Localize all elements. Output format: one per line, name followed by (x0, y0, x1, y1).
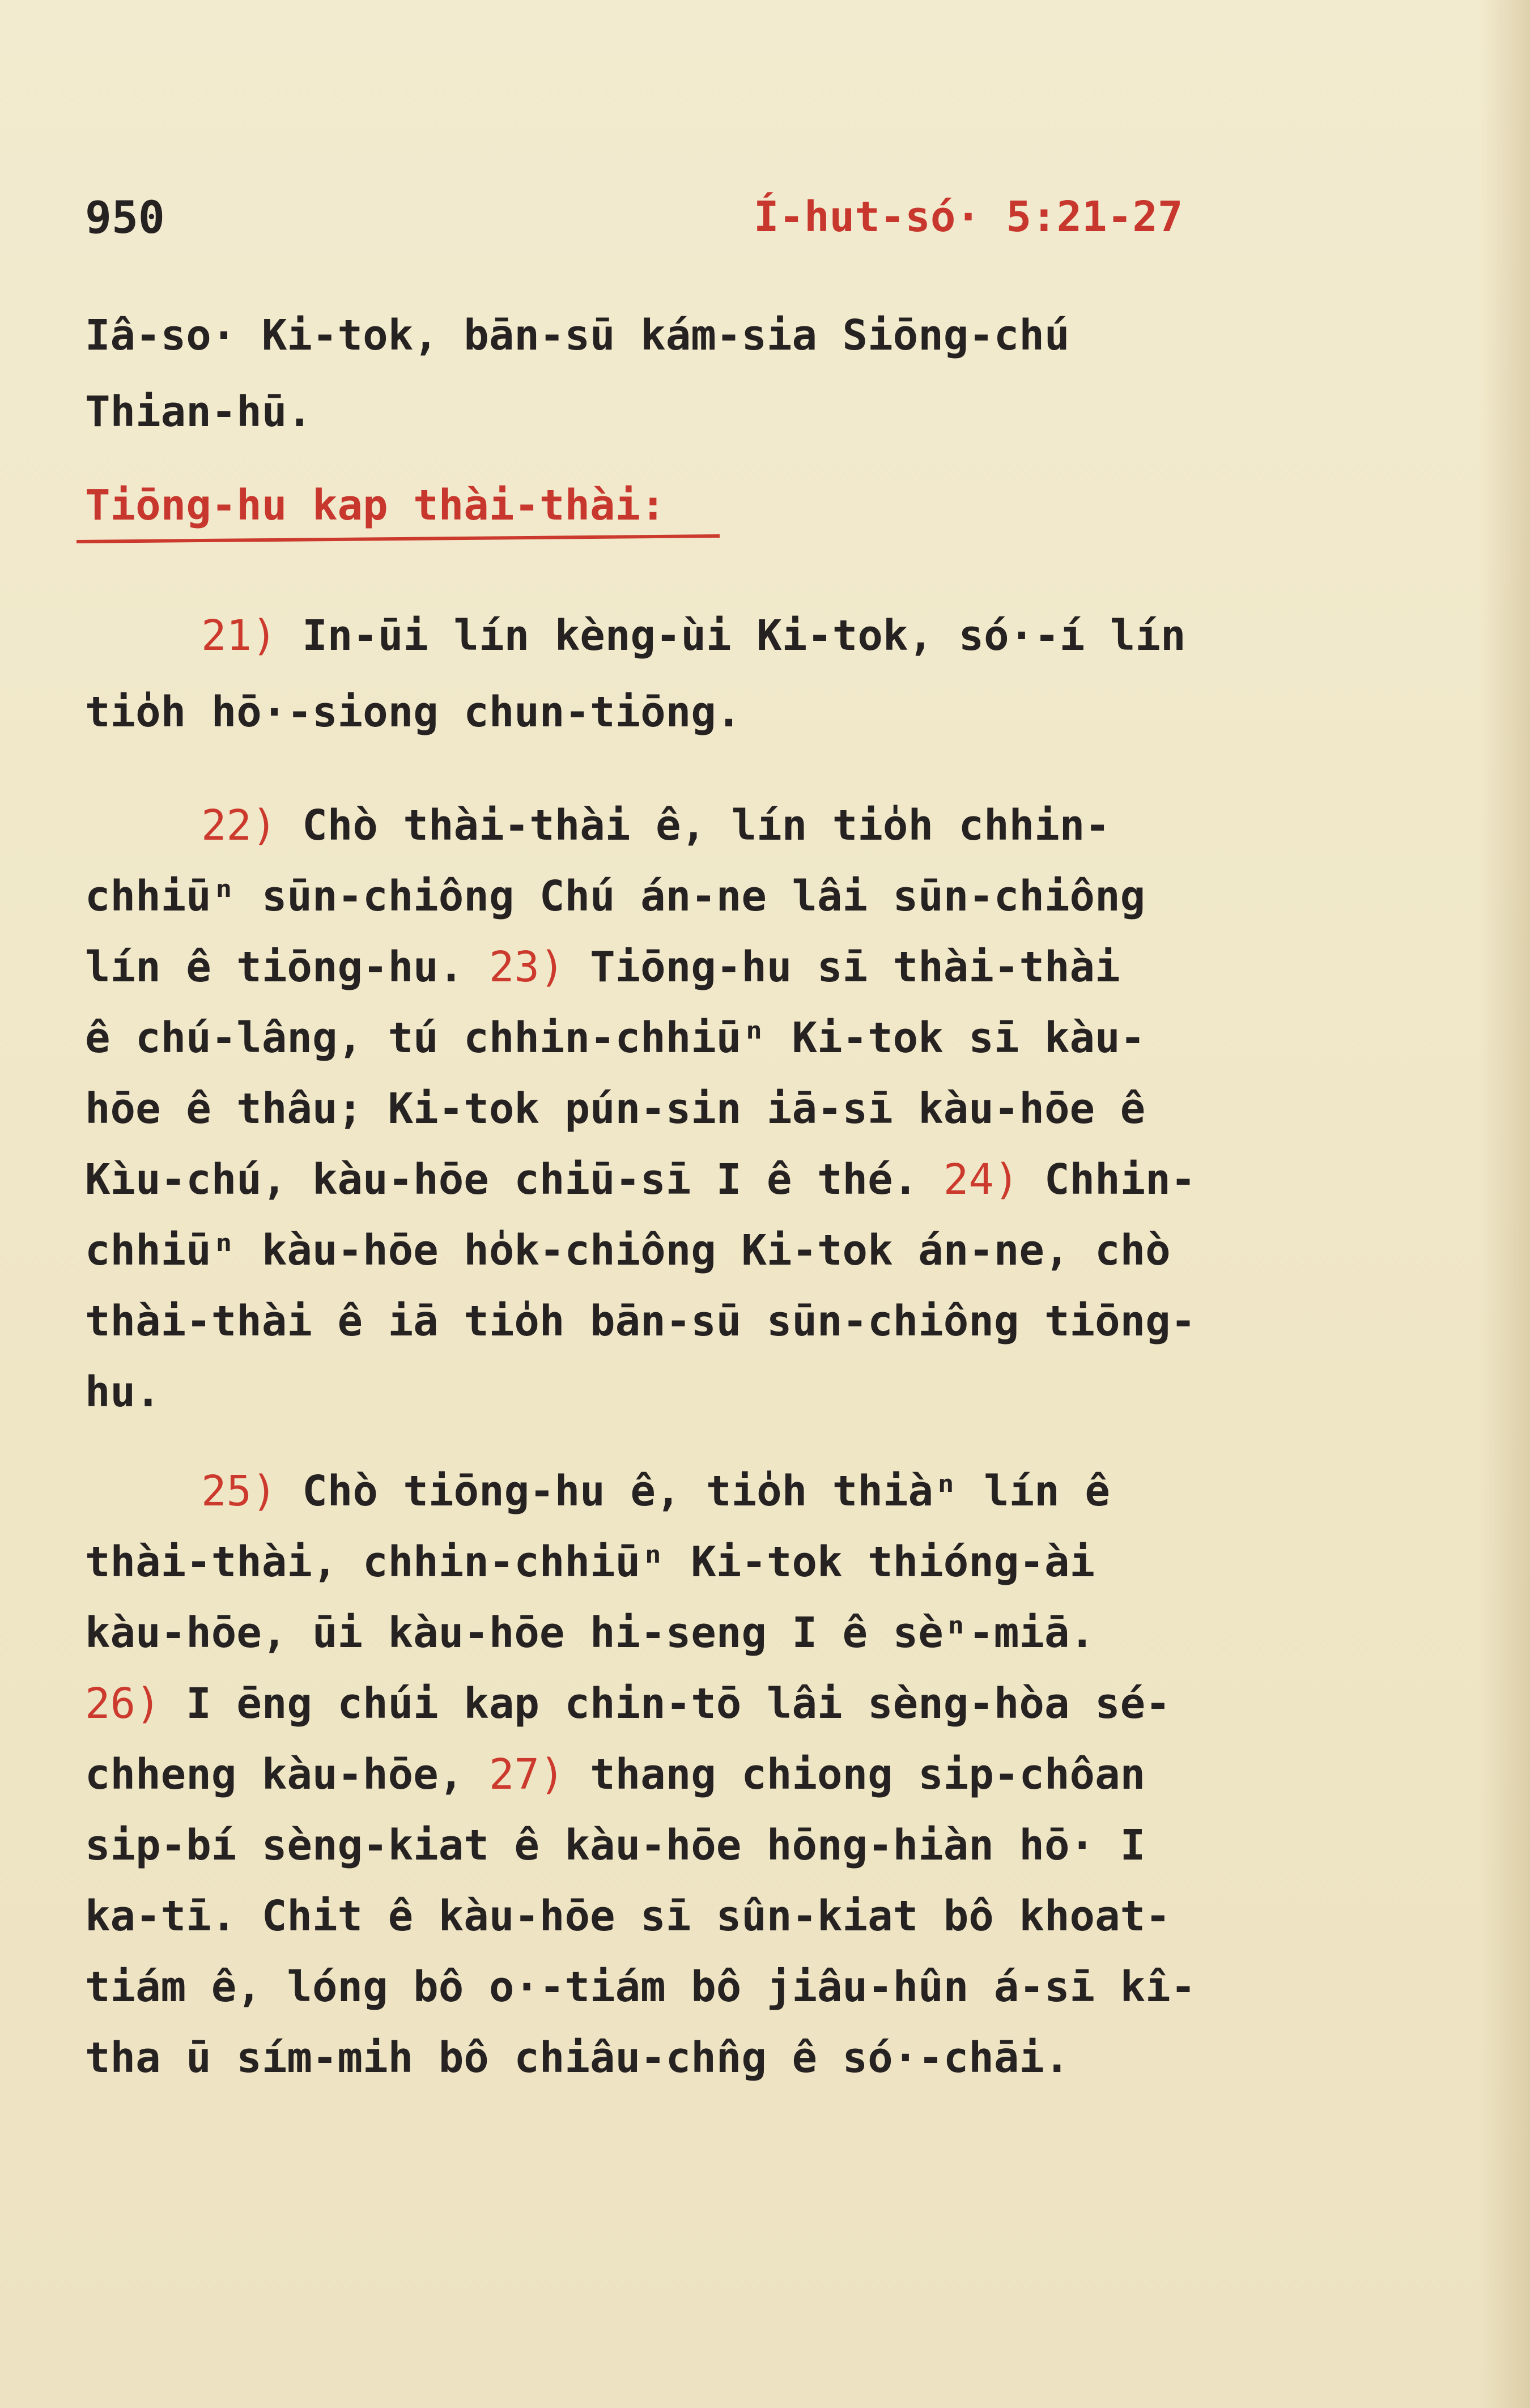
text-line: tio̍h hō·-siong chun-tiōng. (85, 688, 742, 737)
verse-number: 22) (201, 801, 277, 850)
verse-number: 21) (201, 611, 277, 660)
verse-line (85, 1467, 1110, 1516)
text-line: ê chú-lâng, tú chhin-chhiūⁿ Ki-tok sī kàu- (85, 1014, 1146, 1062)
verse-line (85, 611, 1186, 660)
text-span: thang chiong sip-chôan (590, 1750, 1146, 1799)
text-line: tiám ê, lóng bô o·-tiám bô jiâu-hûn á-sī kî- (85, 1963, 1196, 2011)
text-line: chhiūⁿ sūn-chiông Chú án-ne lâi sūn-chiông (85, 872, 1146, 921)
heading-underline (76, 534, 720, 543)
verse-line (85, 1750, 1146, 1799)
verse-line (85, 943, 1120, 992)
text-span: Tiōng-hu sī thài-thài (590, 943, 1120, 992)
verse-number: 25) (201, 1467, 277, 1516)
text-span: Chò thài-thài ê, lín tio̍h chhin- (302, 801, 1110, 850)
text-span: Chhin- (1044, 1155, 1196, 1204)
text-line: sip-bí sèng-kiat ê kàu-hōe hōng-hiàn hō· I (85, 1821, 1146, 1870)
text-span: lín ê tiōng-hu. (85, 943, 464, 992)
text-line: ka-tī. Chit ê kàu-hōe sī sûn-kiat bô khoat- (85, 1892, 1171, 1941)
running-head: Í-hut-só· 5:21-27 (754, 193, 1183, 241)
text-span: I ēng chúi kap chin-tō lâi sèng-hòa sé- (186, 1679, 1171, 1728)
verse-number: 24) (943, 1155, 1019, 1204)
text-span: Chò tiōng-hu ê, tio̍h thiàⁿ lín ê (302, 1467, 1110, 1516)
text-line: thài-thài ê iā tio̍h bān-sū sūn-chiông tiōng- (85, 1297, 1196, 1346)
text-line: chhiūⁿ kàu-hōe ho̍k-chiông Ki-tok án-ne, chò (85, 1226, 1171, 1275)
text-line: Thian-hū. (85, 388, 312, 436)
text-line: thài-thài, chhin-chhiūⁿ Ki-tok thióng-ài (85, 1538, 1095, 1586)
text-span: Kìu-chú, kàu-hōe chiū-sī I ê thé. (85, 1155, 919, 1204)
verse-number: 23) (488, 943, 565, 992)
text-line: hōe ê thâu; Ki-tok pún-sin iā-sī kàu-hōe ê (85, 1084, 1146, 1133)
verse-number: 27) (488, 1750, 565, 1799)
section-heading: Tiōng-hu kap thài-thài: (85, 481, 666, 530)
page-header (85, 193, 1252, 261)
text-line: kàu-hōe, ūi kàu-hōe hi-seng I ê sèⁿ-miā. (85, 1609, 1095, 1657)
verse-line (85, 801, 1110, 850)
text-line: hu. (85, 1368, 161, 1416)
page-number: 950 (85, 193, 165, 244)
text-line: tha ū sím-mih bô chiâu-chn̂g ê só·-chāi. (85, 2033, 1070, 2082)
verse-line (85, 1155, 1196, 1204)
text-span: In-ūi lín kèng-ùi Ki-tok, só·-í lín (302, 611, 1186, 660)
text-span: chheng kàu-hōe, (85, 1750, 464, 1799)
verse-line (85, 1679, 1171, 1728)
text-line: Iâ-so· Ki-tok, bān-sū kám-sia Siōng-chú (85, 311, 1070, 360)
verse-number: 26) (85, 1679, 161, 1728)
